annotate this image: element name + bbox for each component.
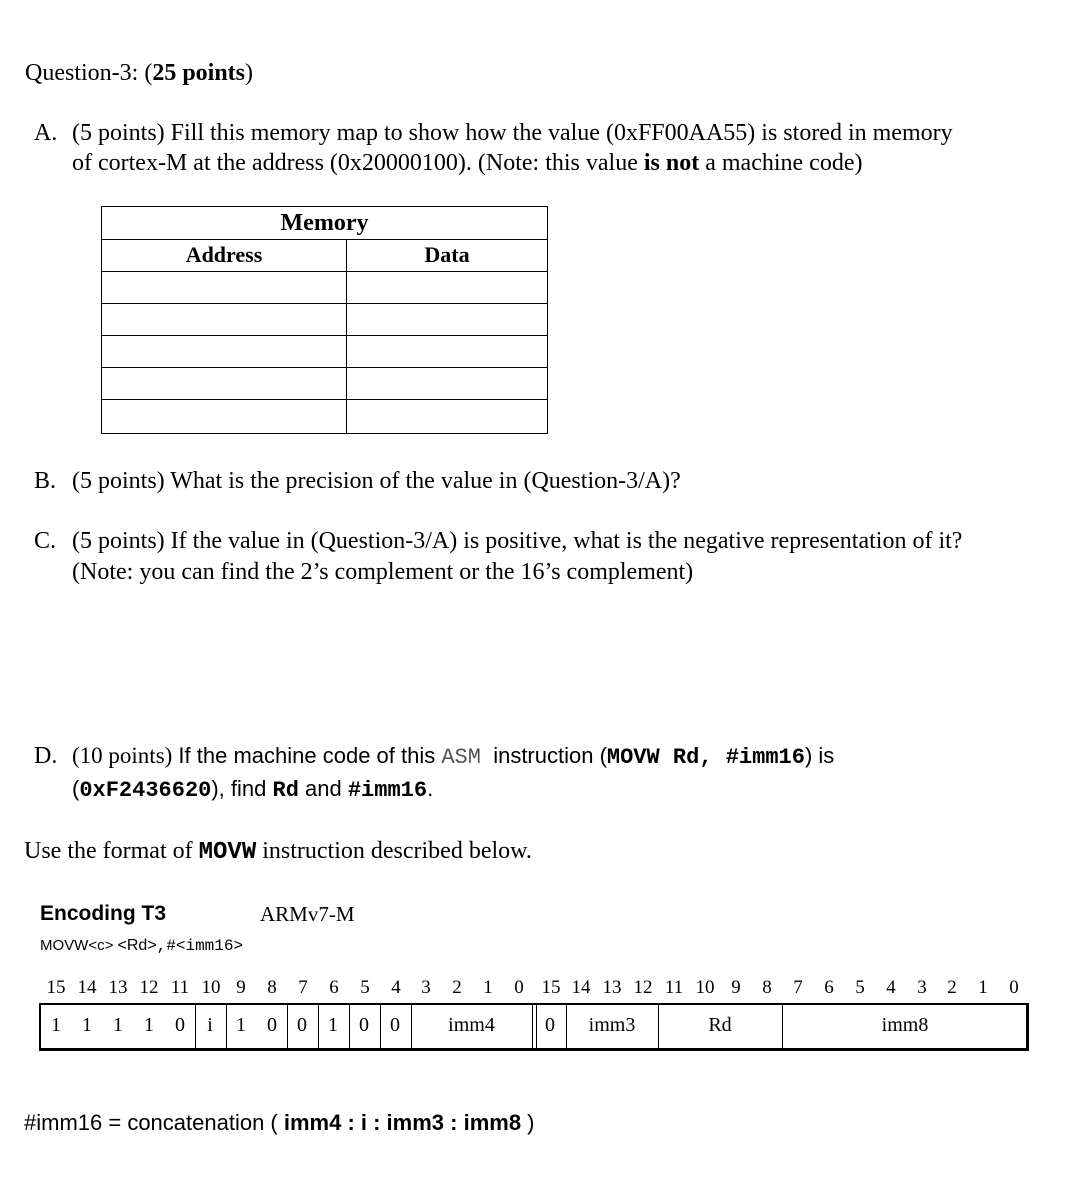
encoding-title: Encoding T3 (40, 902, 166, 925)
bit-number: 14 (571, 977, 591, 998)
bit-number: 10 (695, 977, 715, 998)
field-divider (226, 1005, 227, 1049)
table-row (102, 335, 547, 336)
encoding-bit: 0 (390, 1014, 400, 1036)
encoding-syntax: MOVW<c> <Rd>,#<imm16> (40, 937, 244, 955)
encoding-field-imm4: imm4 (448, 1014, 495, 1036)
memory-table (101, 206, 548, 434)
bit-number: 6 (824, 977, 834, 998)
encoding-field-rd: Rd (708, 1014, 732, 1036)
bit-number: 1 (483, 977, 493, 998)
bit-number: 12 (139, 977, 159, 998)
encoding-bit: 1 (113, 1014, 123, 1036)
data-cell[interactable] (351, 305, 543, 333)
bit-number: 9 (236, 977, 246, 998)
part-c-line2: (Note: you can find the 2’s complement or the 16’s complement) (72, 559, 694, 585)
bit-number: 7 (793, 977, 803, 998)
encoding-field-imm8: imm8 (881, 1014, 929, 1036)
bit-number: 12 (633, 977, 653, 998)
address-cell[interactable] (106, 273, 342, 301)
table-row (102, 399, 547, 400)
bit-number: 14 (77, 977, 97, 998)
part-a-line1: (5 points) Fill this memory map to show how the value (0xFF00AA55) is stored in memory (72, 120, 953, 146)
bit-number: 9 (731, 977, 741, 998)
field-divider (287, 1005, 288, 1049)
encoding-bit: 1 (144, 1014, 154, 1036)
table-row (102, 303, 547, 304)
encoding-bit-i: i (207, 1014, 213, 1036)
bit-number: 7 (298, 977, 308, 998)
bit-number: 10 (201, 977, 221, 998)
imm16-formula: #imm16 = concatenation ( imm4 : i : imm3 : imm8 ) (24, 1110, 535, 1135)
bit-number: 15 (541, 977, 561, 998)
encoding-bit: 0 (545, 1014, 555, 1036)
bit-number: 2 (452, 977, 462, 998)
bit-number: 13 (602, 977, 622, 998)
encoding-bit: 1 (51, 1014, 61, 1036)
encoding-bit: 1 (328, 1014, 338, 1036)
bit-number: 4 (886, 977, 896, 998)
bit-number: 11 (664, 977, 684, 998)
encoding-bit: 0 (297, 1014, 307, 1036)
bit-number: 0 (514, 977, 524, 998)
field-divider (532, 1005, 533, 1049)
part-d-letter: D. (34, 743, 58, 769)
address-cell[interactable] (106, 401, 342, 429)
table-row (102, 367, 547, 368)
part-d-line1: (10 points) If the machine code of this ASM instruction (MOVW Rd, #imm16) is (72, 743, 835, 770)
part-d-line2: (0xF2436620), find Rd and #imm16. (72, 776, 434, 803)
part-b-text: (5 points) What is the precision of the value in (Question-3/A)? (72, 468, 681, 494)
bit-number: 6 (329, 977, 339, 998)
part-b-letter: B. (34, 468, 57, 494)
bit-number: 4 (391, 977, 401, 998)
data-cell[interactable] (351, 401, 543, 429)
data-cell[interactable] (351, 369, 543, 397)
column-divider (346, 239, 347, 433)
encoding-bit: 1 (82, 1014, 92, 1036)
encoding-bit: 0 (267, 1014, 277, 1036)
memory-table-title: Memory (280, 210, 369, 236)
part-a-line2: of cortex-M at the address (0x20000100). (Note: this value is not a machine code) (72, 150, 863, 176)
data-cell[interactable] (351, 337, 543, 365)
field-divider (349, 1005, 350, 1049)
encoding-arch: ARMv7-M (260, 902, 355, 926)
bit-number: 11 (170, 977, 190, 998)
question-title: Question-3: (25 points) (25, 60, 254, 86)
bit-number: 3 (917, 977, 927, 998)
data-cell[interactable] (351, 273, 543, 301)
use-format-line: Use the format of MOVW instruction described below. (24, 838, 532, 866)
bit-number: 8 (762, 977, 772, 998)
part-c-letter: C. (34, 528, 57, 554)
bit-number: 5 (360, 977, 370, 998)
part-c-line1: (5 points) If the value in (Question-3/A) is positive, what is the negative representation of it? (72, 528, 963, 554)
address-cell[interactable] (106, 337, 342, 365)
bit-number: 3 (421, 977, 431, 998)
field-divider (380, 1005, 381, 1049)
table-row (102, 271, 547, 272)
encoding-bit: 0 (359, 1014, 369, 1036)
encoding-field-imm3: imm3 (588, 1014, 636, 1036)
bit-number: 8 (267, 977, 277, 998)
address-cell[interactable] (106, 369, 342, 397)
data-column-header: Data (424, 242, 470, 267)
bit-number: 13 (108, 977, 128, 998)
bit-number: 1 (978, 977, 988, 998)
encoding-bit: 0 (175, 1014, 185, 1036)
part-a-letter: A. (34, 120, 58, 146)
address-column-header: Address (185, 242, 263, 267)
field-divider (536, 1005, 537, 1049)
field-divider (318, 1005, 319, 1049)
bit-number: 2 (947, 977, 957, 998)
field-divider (195, 1005, 196, 1049)
address-cell[interactable] (106, 305, 342, 333)
encoding-bit: 1 (236, 1014, 246, 1036)
bit-number: 15 (46, 977, 66, 998)
bit-number: 5 (855, 977, 865, 998)
bit-number: 0 (1009, 977, 1019, 998)
